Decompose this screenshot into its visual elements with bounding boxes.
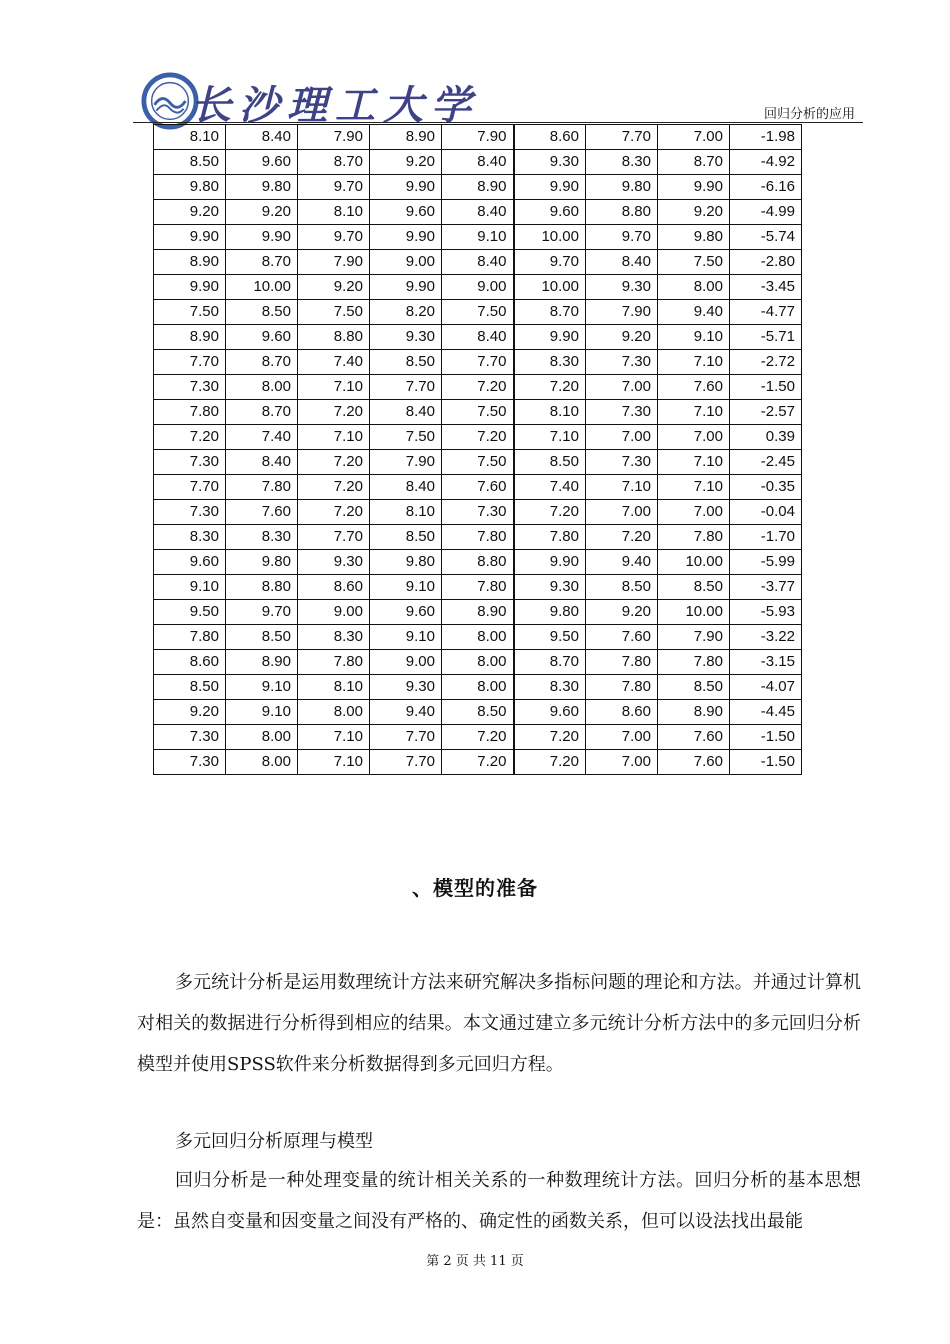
table-cell: 9.00: [298, 600, 370, 625]
table-cell: 8.90: [442, 175, 514, 200]
table-cell: 8.40: [370, 400, 442, 425]
table-cell: 9.90: [154, 275, 226, 300]
table-cell: 8.50: [586, 575, 658, 600]
table-cell: 8.10: [370, 500, 442, 525]
table-cell: -1.50: [730, 750, 802, 775]
table-cell: 7.50: [658, 250, 730, 275]
table-cell: 9.50: [514, 625, 586, 650]
table-cell: 8.40: [370, 475, 442, 500]
table-row: [154, 575, 802, 600]
table-cell: 9.80: [226, 550, 298, 575]
table-cell: 7.00: [586, 425, 658, 450]
table-cell: 8.40: [226, 125, 298, 150]
table-cell: 9.60: [370, 600, 442, 625]
table-cell: -2.72: [730, 350, 802, 375]
page-footer: 第 2 页 共 11 页: [426, 1254, 524, 1269]
table-cell: 7.10: [514, 425, 586, 450]
table-cell: 9.10: [226, 675, 298, 700]
table-cell: 7.80: [442, 525, 514, 550]
table-cell: -5.74: [730, 225, 802, 250]
table-row: [154, 400, 802, 425]
section-title: 、模型的准备: [412, 876, 538, 900]
table-cell: 7.80: [658, 525, 730, 550]
table-cell: 8.40: [226, 450, 298, 475]
table-cell: 7.10: [658, 350, 730, 375]
table-cell: -3.22: [730, 625, 802, 650]
table-cell: 7.70: [298, 525, 370, 550]
table-cell: 8.50: [226, 625, 298, 650]
table-cell: 7.30: [586, 400, 658, 425]
table-cell: 7.50: [442, 300, 514, 325]
table-cell: 8.30: [226, 525, 298, 550]
table-cell: 9.20: [154, 700, 226, 725]
table-cell: 8.90: [442, 600, 514, 625]
table-cell: 9.70: [514, 250, 586, 275]
table-cell: 9.40: [586, 550, 658, 575]
header-rule: [133, 122, 863, 123]
table-cell: 9.80: [514, 600, 586, 625]
table-cell: 7.90: [586, 300, 658, 325]
table-cell: 9.60: [226, 150, 298, 175]
table-cell: 9.30: [586, 275, 658, 300]
table-cell: 8.30: [586, 150, 658, 175]
table-cell: 7.20: [514, 725, 586, 750]
table-cell: 8.90: [370, 125, 442, 150]
table-cell: 9.90: [514, 550, 586, 575]
table-cell: -4.92: [730, 150, 802, 175]
table-cell: 7.20: [154, 425, 226, 450]
table-row: [154, 350, 802, 375]
table-cell: 7.30: [442, 500, 514, 525]
table-cell: 8.70: [298, 150, 370, 175]
table-cell: 9.60: [514, 700, 586, 725]
table-cell: 9.30: [370, 325, 442, 350]
table-cell: 7.30: [154, 725, 226, 750]
table-cell: 7.00: [586, 500, 658, 525]
table-row: [154, 700, 802, 725]
table-cell: 8.10: [298, 200, 370, 225]
table-cell: 8.50: [370, 350, 442, 375]
table-cell: 9.00: [370, 650, 442, 675]
table-cell: 7.40: [298, 350, 370, 375]
table-cell: 7.60: [658, 375, 730, 400]
table-cell: 7.90: [658, 625, 730, 650]
table-cell: 7.00: [586, 375, 658, 400]
table-cell: 8.40: [442, 250, 514, 275]
table-cell: 9.80: [370, 550, 442, 575]
table-cell: 9.60: [154, 550, 226, 575]
table-cell: 7.30: [154, 500, 226, 525]
table-cell: 9.20: [586, 600, 658, 625]
table-cell: -5.99: [730, 550, 802, 575]
table-cell: 9.70: [298, 225, 370, 250]
table-cell: 9.10: [658, 325, 730, 350]
table-cell: 7.30: [154, 375, 226, 400]
table-cell: 7.80: [658, 650, 730, 675]
table-cell: 7.30: [154, 750, 226, 775]
table-row: [154, 500, 802, 525]
table-cell: 8.00: [226, 750, 298, 775]
table-cell: 8.50: [226, 300, 298, 325]
table-cell: 7.80: [514, 525, 586, 550]
table-cell: 8.50: [154, 150, 226, 175]
table-cell: 9.00: [370, 250, 442, 275]
table-cell: 8.60: [514, 125, 586, 150]
table-cell: 7.90: [298, 250, 370, 275]
table-cell: 8.40: [442, 150, 514, 175]
table-cell: 7.70: [370, 725, 442, 750]
table-cell: 10.00: [658, 600, 730, 625]
table-cell: 9.10: [154, 575, 226, 600]
table-cell: 7.10: [298, 750, 370, 775]
table-cell: 9.70: [298, 175, 370, 200]
table-cell: -1.98: [730, 125, 802, 150]
table-cell: 7.00: [658, 125, 730, 150]
table-cell: -1.50: [730, 375, 802, 400]
table-cell: 8.50: [514, 450, 586, 475]
table-cell: 7.20: [442, 750, 514, 775]
table-cell: 7.80: [586, 650, 658, 675]
table-cell: 7.60: [442, 475, 514, 500]
table-row: [154, 250, 802, 275]
table-cell: 7.20: [442, 425, 514, 450]
table-cell: 8.50: [370, 525, 442, 550]
table-cell: 7.80: [442, 575, 514, 600]
table-cell: 7.70: [442, 350, 514, 375]
table-cell: 7.20: [442, 725, 514, 750]
table-row: [154, 150, 802, 175]
table-row: [154, 550, 802, 575]
table-row: [154, 325, 802, 350]
table-row: [154, 475, 802, 500]
table-cell: 7.70: [154, 475, 226, 500]
table-cell: -3.77: [730, 575, 802, 600]
table-cell: 9.90: [370, 275, 442, 300]
table-row: [154, 425, 802, 450]
table-cell: 7.80: [298, 650, 370, 675]
table-cell: 7.50: [370, 425, 442, 450]
table-cell: 7.20: [298, 450, 370, 475]
data-table-body: [154, 125, 802, 775]
table-row: [154, 450, 802, 475]
table-row: [154, 375, 802, 400]
table-cell: 8.10: [298, 675, 370, 700]
table-cell: 7.20: [514, 375, 586, 400]
table-cell: 9.20: [154, 200, 226, 225]
table-cell: 10.00: [226, 275, 298, 300]
table-cell: 8.30: [514, 675, 586, 700]
table-cell: 8.70: [226, 400, 298, 425]
table-cell: 7.00: [586, 725, 658, 750]
table-cell: 8.00: [226, 725, 298, 750]
table-cell: 9.50: [154, 600, 226, 625]
table-row: [154, 225, 802, 250]
table-cell: 7.60: [586, 625, 658, 650]
table-cell: 9.20: [226, 200, 298, 225]
table-cell: 9.60: [514, 200, 586, 225]
table-cell: 8.50: [154, 675, 226, 700]
table-cell: 9.20: [370, 150, 442, 175]
table-cell: 7.20: [442, 375, 514, 400]
table-cell: 9.70: [226, 600, 298, 625]
table-row: [154, 750, 802, 775]
table-cell: -1.70: [730, 525, 802, 550]
table-cell: -3.15: [730, 650, 802, 675]
table-cell: 8.00: [442, 650, 514, 675]
table-cell: 7.30: [154, 450, 226, 475]
table-cell: 7.10: [586, 475, 658, 500]
table-cell: -2.45: [730, 450, 802, 475]
table-cell: 7.90: [370, 450, 442, 475]
table-row: [154, 200, 802, 225]
table-cell: 7.20: [298, 400, 370, 425]
table-cell: 8.00: [442, 625, 514, 650]
table-cell: 9.80: [658, 225, 730, 250]
table-cell: 9.80: [586, 175, 658, 200]
table-cell: 7.10: [658, 400, 730, 425]
table-cell: 8.80: [298, 325, 370, 350]
table-cell: 8.40: [586, 250, 658, 275]
page-header: [133, 70, 863, 129]
body-paragraph-2: 回归分析是一种处理变量的统计相关关系的一种数理统计方法。回归分析的基本思想是：虽然自变量和因变量之间没有严格的、确定性的函数关系，但可以设法找出最能: [137, 1170, 861, 1232]
running-title: 回归分析的应用: [763, 107, 855, 122]
table-cell: 9.10: [442, 225, 514, 250]
table-cell: 8.60: [154, 650, 226, 675]
table-cell: 9.90: [514, 325, 586, 350]
table-cell: -3.45: [730, 275, 802, 300]
table-cell: 9.90: [370, 225, 442, 250]
table-cell: 7.10: [658, 450, 730, 475]
table-cell: 9.60: [370, 200, 442, 225]
table-row: [154, 525, 802, 550]
table-cell: 8.10: [514, 400, 586, 425]
university-logo-text: 长沙理工大学: [191, 82, 479, 129]
table-cell: 7.10: [298, 425, 370, 450]
table-cell: 9.60: [226, 325, 298, 350]
table-cell: -6.16: [730, 175, 802, 200]
table-cell: 8.60: [586, 700, 658, 725]
table-cell: 7.60: [658, 750, 730, 775]
table-cell: 7.90: [298, 125, 370, 150]
table-cell: 9.70: [586, 225, 658, 250]
table-row: [154, 125, 802, 150]
table-cell: 8.30: [154, 525, 226, 550]
table-cell: 7.50: [442, 400, 514, 425]
table-row: [154, 275, 802, 300]
table-cell: 7.50: [442, 450, 514, 475]
table-cell: 0.39: [730, 425, 802, 450]
table-cell: 8.00: [658, 275, 730, 300]
table-row: [154, 175, 802, 200]
table-cell: 9.80: [226, 175, 298, 200]
table-row: [154, 625, 802, 650]
table-cell: 7.20: [514, 500, 586, 525]
table-cell: 9.90: [514, 175, 586, 200]
table-cell: 9.90: [226, 225, 298, 250]
table-cell: -4.07: [730, 675, 802, 700]
table-row: [154, 600, 802, 625]
table-cell: 7.50: [154, 300, 226, 325]
table-cell: -4.45: [730, 700, 802, 725]
table-cell: 9.30: [514, 150, 586, 175]
table-cell: 7.80: [154, 625, 226, 650]
table-cell: -5.71: [730, 325, 802, 350]
table-cell: 9.90: [658, 175, 730, 200]
table-cell: 8.80: [586, 200, 658, 225]
table-cell: 8.30: [298, 625, 370, 650]
table-cell: -5.93: [730, 600, 802, 625]
table-cell: 7.00: [658, 500, 730, 525]
table-cell: 8.80: [442, 550, 514, 575]
table-cell: 9.10: [370, 575, 442, 600]
table-cell: 9.30: [298, 550, 370, 575]
table-cell: 8.60: [298, 575, 370, 600]
table-cell: 8.70: [226, 350, 298, 375]
table-cell: 8.20: [370, 300, 442, 325]
table-cell: 7.20: [298, 500, 370, 525]
table-row: [154, 675, 802, 700]
table-cell: 8.00: [226, 375, 298, 400]
table-cell: 10.00: [514, 225, 586, 250]
table-cell: 9.20: [298, 275, 370, 300]
table-cell: 10.00: [658, 550, 730, 575]
table-cell: -0.04: [730, 500, 802, 525]
table-cell: 9.20: [586, 325, 658, 350]
table-cell: 8.50: [658, 575, 730, 600]
table-cell: 7.20: [586, 525, 658, 550]
table-cell: 8.40: [442, 325, 514, 350]
table-cell: 8.50: [658, 675, 730, 700]
table-cell: 7.20: [298, 475, 370, 500]
table-cell: 9.40: [658, 300, 730, 325]
body-paragraph-1: 多元统计分析是运用数理统计方法来研究解决多指标问题的理论和方法。并通过计算机对相关的数据进行分析得到相应的结果。本文通过建立多元统计分析方法中的多元回归分析模型并使用SPSS软件来分析数据得到多元回归方程。: [137, 972, 861, 1075]
table-cell: 7.10: [298, 725, 370, 750]
subsection-heading: 多元回归分析原理与模型: [175, 1131, 373, 1152]
table-cell: 8.90: [658, 700, 730, 725]
table-row: [154, 650, 802, 675]
table-cell: 7.30: [586, 450, 658, 475]
table-cell: 7.80: [586, 675, 658, 700]
table-cell: 10.00: [514, 275, 586, 300]
table-cell: 8.10: [154, 125, 226, 150]
table-cell: 8.70: [514, 650, 586, 675]
table-cell: 8.70: [226, 250, 298, 275]
table-cell: 8.70: [658, 150, 730, 175]
table-cell: 7.70: [154, 350, 226, 375]
table-cell: 9.10: [226, 700, 298, 725]
table-cell: 7.10: [298, 375, 370, 400]
table-cell: 7.80: [154, 400, 226, 425]
table-cell: 9.10: [370, 625, 442, 650]
table-cell: 8.90: [154, 250, 226, 275]
table-cell: -2.80: [730, 250, 802, 275]
table-cell: 7.20: [514, 750, 586, 775]
table-cell: -4.99: [730, 200, 802, 225]
table-cell: 9.80: [154, 175, 226, 200]
table-cell: 9.00: [442, 275, 514, 300]
table-cell: 8.00: [298, 700, 370, 725]
table-cell: -4.77: [730, 300, 802, 325]
table-cell: 7.00: [586, 750, 658, 775]
table-cell: 9.30: [370, 675, 442, 700]
table-cell: -1.50: [730, 725, 802, 750]
table-cell: 8.50: [442, 700, 514, 725]
table-cell: 7.10: [658, 475, 730, 500]
table-cell: 9.90: [370, 175, 442, 200]
table-cell: -0.35: [730, 475, 802, 500]
table-cell: 7.70: [370, 750, 442, 775]
table-cell: 7.90: [442, 125, 514, 150]
table-cell: 7.60: [226, 500, 298, 525]
table-cell: 7.30: [586, 350, 658, 375]
table-cell: 7.70: [586, 125, 658, 150]
table-cell: 8.80: [226, 575, 298, 600]
table-cell: 9.40: [370, 700, 442, 725]
table-cell: 8.90: [154, 325, 226, 350]
table-cell: -2.57: [730, 400, 802, 425]
table-cell: 7.40: [226, 425, 298, 450]
table-cell: 9.30: [514, 575, 586, 600]
table-cell: 8.40: [442, 200, 514, 225]
table-cell: 9.90: [154, 225, 226, 250]
table-cell: 8.90: [226, 650, 298, 675]
data-table: [153, 124, 802, 775]
table-cell: 9.20: [658, 200, 730, 225]
table-cell: 7.00: [658, 425, 730, 450]
table-cell: 7.40: [514, 475, 586, 500]
table-cell: 8.70: [514, 300, 586, 325]
table-cell: 7.80: [226, 475, 298, 500]
table-cell: 7.60: [658, 725, 730, 750]
table-cell: 7.70: [370, 375, 442, 400]
table-row: [154, 300, 802, 325]
table-cell: 8.30: [514, 350, 586, 375]
table-cell: 8.00: [442, 675, 514, 700]
table-row: [154, 725, 802, 750]
table-cell: 7.50: [298, 300, 370, 325]
